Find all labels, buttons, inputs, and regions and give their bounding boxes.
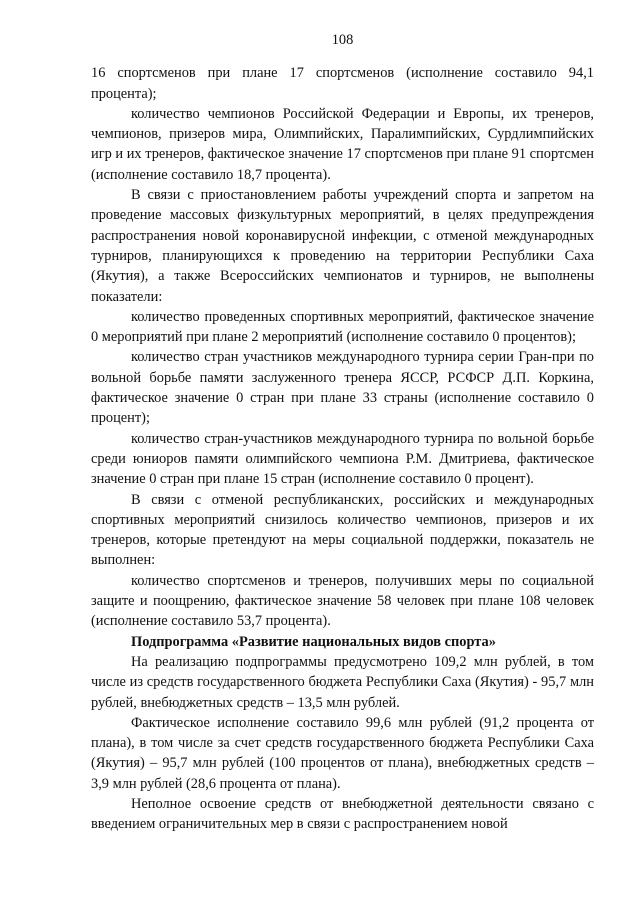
paragraph-10: Фактическое исполнение составило 99,6 млн рублей (91,2 процента от плана), в том числе за счет средств государственного бюджета Республики Саха (Якутия) – 95,7 млн рублей (100 процентов от плана), внебюджетных средств – 3,9 млн рублей (28,6 процента от плана). bbox=[91, 714, 594, 792]
paragraph-3: В связи с приостановлением работы учреждений спорта и запретом на проведение массовых физкультурных мероприятий, в целях предупреждения распространения новой коронавирусной инфекции, с отменой международных турниров, планирующихся к проведению на территории Республики Саха (Якутия), а также Всероссийских чемпионатов и турниров, не выполнены показатели: bbox=[91, 187, 594, 305]
subprogram-heading: Подпрограмма «Развитие национальных видов спорта» bbox=[131, 633, 496, 650]
paragraph-8: количество спортсменов и тренеров, получивших меры по социальной защите и поощрению, фактическое значение 58 человек при плане 108 человек (исполнение составило 53,7 процента). bbox=[91, 572, 594, 630]
paragraph-6: количество стран-участников международного турнира по вольной борьбе среди юниоров памяти олимпийского чемпиона Р.М. Дмитриева, фактическое значение 0 стран при плане 15 стран (исполнение составило 0 процент). bbox=[91, 430, 594, 488]
paragraph-5: количество стран участников международного турнира серии Гран-при по вольной борьбе памяти заслуженного тренера ЯССР, РСФСР Д.П. Коркина, фактическое значение 0 стран при плане 33 страны (исполнение составило 0 процент); bbox=[91, 349, 594, 427]
paragraph-7: В связи с отменой республиканских, российских и международных спортивных мероприятий снизилось количество чемпионов, призеров и их тренеров, которые претендуют на меры социальной поддержки, показатель не выполнен: bbox=[91, 491, 594, 569]
paragraph-2: количество чемпионов Российской Федерации и Европы, их тренеров, чемпионов, призеров мира, Олимпийских, Паралимпийских, Сурдлимпийских игр и их тренеров, фактическое значение 17 спортсменов при плане 91 спортсмен (исполнение составило 18,7 процента). bbox=[91, 105, 594, 183]
paragraph-4: количество проведенных спортивных мероприятий, фактическое значение 0 мероприятий при плане 2 мероприятий (исполнение составило 0 процентов); bbox=[91, 308, 594, 346]
paragraph-9: На реализацию подпрограммы предусмотрено 109,2 млн рублей, в том числе из средств государственного бюджета Республики Саха (Якутия) - 95,7 млн рублей, внебюджетных средств – 13,5 млн рублей. bbox=[91, 653, 594, 711]
paragraph-11: Неполное освоение средств от внебюджетной деятельности связано с введением ограничительных мер в связи с распространением новой bbox=[91, 795, 594, 833]
page-number: 108 bbox=[331, 32, 354, 48]
paragraph-1: 16 спортсменов при плане 17 спортсменов (исполнение составило 94,1 процента); bbox=[91, 65, 594, 102]
